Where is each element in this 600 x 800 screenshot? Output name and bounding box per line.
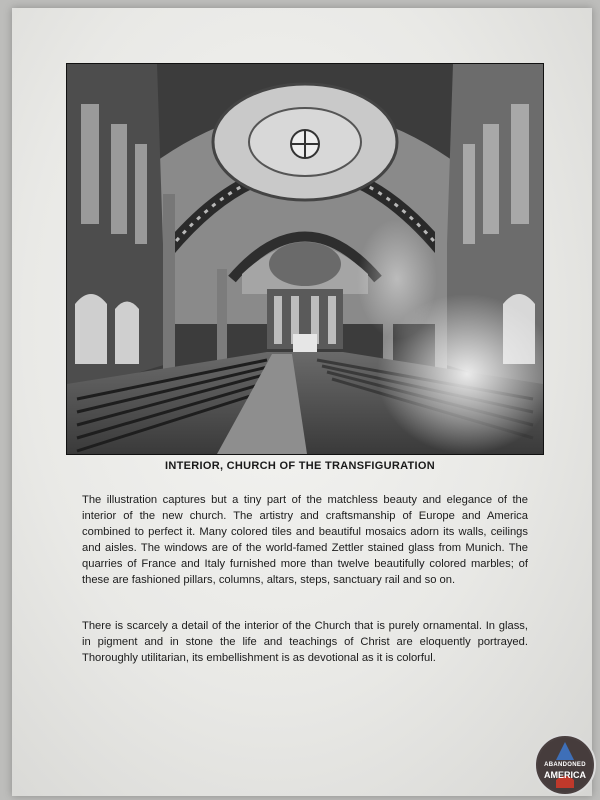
- church-interior-photo: [66, 63, 544, 455]
- photo-caption: INTERIOR, CHURCH OF THE TRANSFIGURATION: [165, 460, 435, 472]
- logo-text-america: AMERICA: [544, 770, 586, 780]
- document-page: [12, 8, 592, 796]
- paragraph-1: The illustration captures but a tiny part of the matchless beauty and elegance of the interior of the new church. The artistry and craftsmanship of Europe and America combined to perfect it. Many colored tiles and beautiful mosaics adorn its walls, ceilings and aisles. The windows are of the world-famed Zettler stained glass from Munich. The quarries of France and Italy furnished more than twelve beautifully colored marbles; of these are fashioned pillars, columns, altars, steps, sanctuary rail and so on.: [82, 494, 528, 586]
- church-interior-illustration: [67, 64, 543, 454]
- logo-text-abandoned: ABANDONED: [544, 762, 586, 768]
- abandoned-america-logo: [534, 734, 596, 796]
- paragraph-2: There is scarcely a detail of the interior of the Church that is purely ornamental. In glass, in pigment and in stone the life and teachings of Christ are eloquently portrayed. Thoroughly utilitarian, its embellishment is as devotional as it is colorful.: [82, 620, 528, 664]
